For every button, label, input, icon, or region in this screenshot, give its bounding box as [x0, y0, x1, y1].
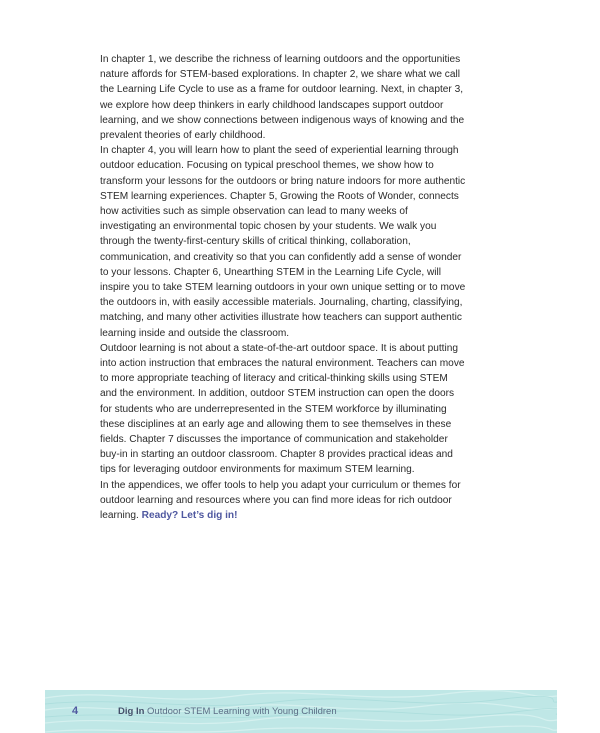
book-subtitle: Outdoor STEM Learning with Young Children: [147, 706, 337, 717]
call-to-action: Ready? Let’s dig in!: [141, 510, 238, 522]
paragraph-chapters-1-3: In chapter 1, we describe the richness of learning outdoors and the opportunities nature affords for STEM-based explorations. In chapter 2, we share what we call the Learning Life Cycle to use as a frame for outdoor learning. Next, in chapter 3, we explore how deep thinkers in early childhood landscapes support outdoor learning, and we show connections between indigenous ways of knowing and the prevalent theories of early childhood.: [100, 54, 465, 142]
appendices-text: In the appendices, we offer tools to help you adapt your curriculum or themes for outdoor learning and resources where you can find more ideas for rich outdoor learning.: [100, 479, 461, 522]
paragraph-chapters-4-6: In chapter 4, you will learn how to plant the seed of experiential learning through outdoor education. Focusing on typical preschool themes, we show how to transform your lessons for the outdoors or bring nature indoors for more authentic STEM learning experiences. Chapter 5, Growing the Roots of Wonder, connects how activities such as simple observation can lead to many weeks of investigating an environmental topic chosen by your students. We walk you through the twenty-first-century skills of critical thinking, collaboration, communication, and creativity so that you can confidently add a sense of wonder to your lessons. Chapter 6, Unearthing STEM in the Learning Life Cycle, will inspire you to take STEM learning outdoors in your own unique setting or to move the outdoors in, with easily accessible materials. Journaling, charting, classifying, matching, and many other activities illustrate how teachers can support authentic learning inside and outside the classroom.: [100, 145, 466, 339]
book-title: Dig In: [118, 706, 145, 717]
paragraph-outdoor-learning: Outdoor learning is not about a state-of-the-art outdoor space. It is about putting into action instruction that embraces the natural environment. Teachers can move to more appropriate teaching of literacy and critical-thinking skills using STEM and the environment. In addition, outdoor STEM instruction can open the doors for students who are underrepresented in the STEM workforce by illuminating these disciplines at an early age and allowing them to see themselves in these fields. Chapter 7 discusses the importance of communication and stakeholder buy-in in starting an outdoor classroom. Chapter 8 provides practical ideas and tips for leveraging outdoor environments for maximum STEM learning.: [100, 342, 465, 476]
body-text: [100, 52, 466, 523]
running-footer: [118, 706, 337, 717]
page-number: 4: [72, 705, 79, 717]
footer-band: [45, 690, 557, 733]
paragraph-appendices: [100, 478, 466, 524]
